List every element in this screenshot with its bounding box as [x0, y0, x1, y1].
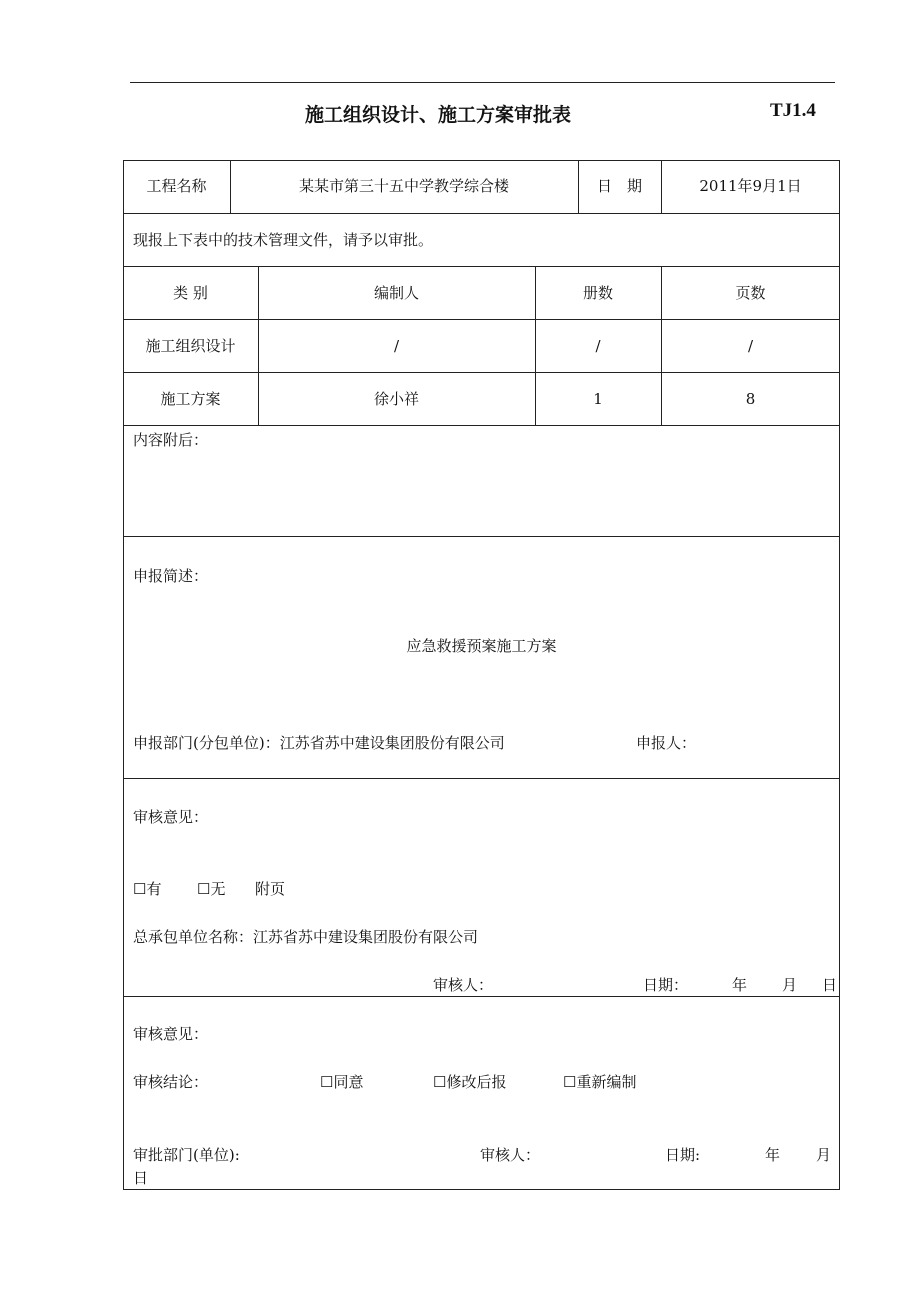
submission-dept: 申报部门(分包单位)：江苏省苏中建设集团股份有限公司 — [133, 734, 505, 752]
checkbox-icon: ☐ — [133, 880, 147, 898]
option-yes-label: 有 — [146, 880, 162, 898]
divider — [123, 213, 840, 214]
approval-year: 年 — [765, 1146, 781, 1164]
summary-label: 申报简述： — [133, 567, 209, 585]
date-label: 日 期 — [596, 177, 642, 195]
attachment-page-label: 附页 — [255, 880, 286, 898]
review-year: 年 — [732, 976, 748, 994]
table-cell: 施工方案 — [160, 390, 221, 408]
option-no-label: 无 — [210, 880, 226, 898]
review-opinion-label: 审核意见： — [133, 808, 209, 826]
table-header: 类 别 — [173, 284, 208, 302]
table-header: 册数 — [582, 284, 613, 302]
option-yes[interactable] — [133, 879, 161, 899]
contractor-label: 总承包单位名称：江苏省苏中建设集团股份有限公司 — [133, 928, 479, 946]
review-day: 日 — [822, 976, 838, 994]
option-agree-label: 同意 — [333, 1073, 364, 1091]
approval-date-label: 日期: — [665, 1146, 701, 1164]
approval-reviewer-label: 审核人： — [480, 1146, 541, 1164]
project-name-label: 工程名称 — [146, 177, 207, 195]
divider — [123, 425, 840, 426]
project-name-value: 某某市第三十五中学教学综合楼 — [298, 177, 509, 195]
conclusion-label: 审核结论： — [133, 1073, 209, 1091]
divider — [123, 778, 840, 779]
checkbox-icon: ☐ — [433, 1073, 447, 1091]
option-no[interactable] — [197, 879, 225, 899]
table-cell: / — [393, 337, 400, 355]
option-revise[interactable] — [433, 1072, 506, 1092]
approval-month: 月 — [816, 1146, 832, 1164]
table-cell: 施工组织设计 — [145, 337, 236, 355]
checkbox-icon: ☐ — [197, 880, 211, 898]
divider — [123, 319, 840, 320]
approval-form — [123, 160, 840, 1190]
top-rule — [130, 82, 835, 83]
review-month: 月 — [782, 976, 798, 994]
divider — [123, 536, 840, 537]
checkbox-icon: ☐ — [320, 1073, 334, 1091]
review-date-label: 日期： — [643, 976, 689, 994]
option-redo[interactable] — [563, 1072, 636, 1092]
table-header: 页数 — [735, 284, 766, 302]
table-cell: 1 — [593, 390, 603, 408]
table-cell: 徐小祥 — [373, 390, 419, 408]
intro-text: 现报上下表中的技术管理文件，请予以审批。 — [133, 231, 434, 249]
option-revise-label: 修改后报 — [446, 1073, 507, 1091]
checkbox-icon: ☐ — [563, 1073, 577, 1091]
approval-dept-label: 审批部门(单位): — [133, 1146, 240, 1164]
table-cell: 8 — [745, 390, 756, 408]
approval-opinion-label: 审核意见： — [133, 1025, 209, 1043]
divider — [123, 266, 840, 267]
approval-day: 日 — [133, 1169, 149, 1187]
divider — [123, 996, 840, 997]
attachment-label: 内容附后： — [133, 431, 209, 449]
table-header: 编制人 — [373, 284, 419, 302]
date-value: 2011年9月1日 — [699, 177, 802, 195]
form-code: TJ1.4 — [770, 100, 816, 121]
option-redo-label: 重新编制 — [576, 1073, 637, 1091]
page-title: 施工组织设计、施工方案审批表 — [305, 104, 572, 126]
table-cell: / — [595, 337, 601, 355]
table-cell: / — [747, 337, 754, 355]
applicant-label: 申报人： — [636, 734, 697, 752]
divider — [123, 372, 840, 373]
summary-text: 应急救援预案施工方案 — [406, 637, 557, 655]
reviewer-label: 审核人： — [433, 976, 494, 994]
option-agree[interactable] — [320, 1072, 363, 1092]
